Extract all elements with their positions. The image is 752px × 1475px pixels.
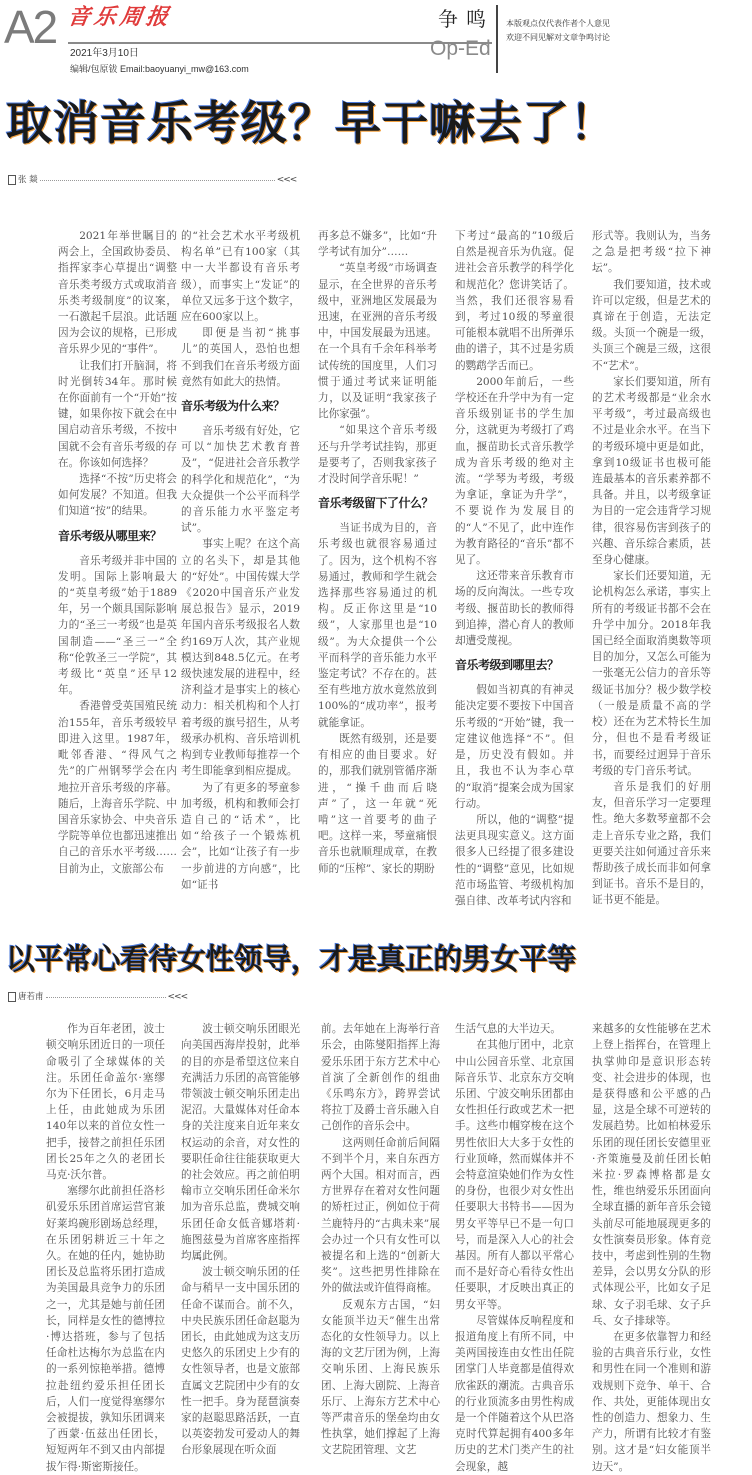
newspaper-logo: 音乐周报: [66, 4, 174, 30]
paragraph: 的“社会艺术水平考级机构名单”已有100家（其中一大半都设有音乐考级），而事实上“发证”的单位又远多于这个数字，应在600家以上。: [181, 230, 300, 324]
paragraph: 下考过“最高的”10级后自然是视音乐为仇寇。促进社会音乐教学的科学化和规范化？您讲笑话了。当然，我们还很容易看到，考过10级的琴童很可能根本就唱不出所弹乐曲的谱子，其不过是劣质的鹦鹉学舌而已。: [455, 230, 574, 372]
editor-contact: 编辑/包原钹 Email:baoyuanyi_mw@163.com: [70, 64, 249, 74]
paragraph: 再多总不嫌多”，比如“升学考试有加分”……: [318, 230, 437, 259]
article2-column-3: [321, 1021, 440, 1458]
article1-column-1: [58, 228, 177, 877]
paragraph: 反观东方古国，“妇女能顶半边天”催生出常态化的女性领导力。以上海的文艺厅团为例，上海交响乐团、上海民族乐团、上海大剧院、上海音乐厅、上海东方艺术中心等严肃音乐的堡垒均由女性执掌，她们撑起了上海文艺院团管理、文艺: [321, 1298, 440, 1457]
paragraph: 为了有更多的琴童参加考级，机构和教师会打造自己的“话术”，比如“给孩子一个锻炼机会”，比如“让孩子有一步一步前进的方向感”，比如“证书: [181, 781, 300, 891]
paragraph: 让我们打开脑洞，将时光倒转34年。那时候在你面前有一个“开始”按键，如果你按下就会在中国启动音乐考级，不按中国就不会有音乐考级的存在。你该如何选择？: [58, 359, 177, 469]
paragraph: 即便是当初“挑事儿”的英国人，恐怕也想不到我们在音乐考级方面竟然有如此大的热情。: [181, 327, 300, 388]
subheading: 音乐考级从哪里来？: [58, 528, 162, 543]
issue-date: 2021年3月10日: [70, 48, 139, 59]
paragraph: 既然有级别，还是要有相应的曲目要求。好的，那我们就别管循序渐进，“操千曲而后晓声”了，这一年就“死啃”这一首要考的曲子吧。这样一来，琴童痛恨音乐也就顺理成章，在教师的“压榨”、家长的期盼: [318, 732, 437, 875]
paragraph: 音乐是我们的好朋友，但音乐学习一定要理性。绝大多数琴童都不会走上音乐专业之路，我们更要关注如何通过音乐来帮助孩子成长而非如何拿到证书。音乐不是目的，证书更不能是。: [592, 780, 711, 907]
byline-arrows-icon: <<<: [276, 175, 297, 185]
byline-box-icon: [8, 175, 16, 185]
paragraph: 形式等。我则认为，当务之急是把考级“拉下神坛”。: [592, 230, 711, 275]
byline-dotted-rule: [46, 997, 166, 998]
paragraph: 波士顿交响乐团的任命与稍早一支中国乐团的任命不谋而合。前不久，中央民族乐团任命赵聪为团长，由此她成为这支历史悠久的乐团史上少有的女性领导者，也是文旅部直属文艺院团中少有的女性一把手。身为琵琶演奏家的赵聪思路活跃，一直以英姿勃发可爱动人的舞台形象展现在听众面: [181, 1266, 300, 1457]
paragraph: 生活气息的大半边天。: [455, 1023, 561, 1036]
masthead-divider: [496, 5, 498, 73]
article1-column-3: [318, 228, 437, 877]
article1-body: [0, 228, 752, 909]
articles-area: [0, 92, 752, 1475]
paragraph: 来越多的女性能够在艺术上登上指挥台，在管理上执掌帅印是意识形态转变、社会进步的体现，也是获得感和公平感的凸显，这是全球不可逆转的发展趋势。比如柏林爱乐乐团的现任团长安德里亚·齐策施曼及前任团长帕米拉·罗森博格都是女性，维也纳爱乐乐团面向全球直播的新年音乐会镜头前尽可能地展现更多的女性演奏员形象。体育竞技中，考虑到性别的生物差异，会以男女分队的形式体现公平，比如女子足球、女子羽毛球、女子乒乓、女子排球等。: [592, 1023, 711, 1327]
byline-arrows-icon: <<<: [167, 992, 188, 1003]
article1-column-5: [592, 228, 711, 909]
subheading: 音乐考级到哪里去？: [455, 658, 559, 673]
section-title-en: Op-Ed: [430, 37, 491, 60]
byline-dotted-rule: [40, 180, 275, 181]
section-title-cn: 争鸣: [438, 7, 494, 31]
paragraph: 我们要知道，技术或许可以定级，但是艺术的真谛在于创造，无法定级。头顶一个碗是一级，头顶三个碗是三级，这很不“艺术”。: [592, 278, 711, 372]
paragraph: “如果这个音乐考级还与升学考试挂钩，那更是要考了，否则我家孩子才没时间学音乐呢！”: [318, 424, 437, 486]
paragraph: 这还带来音乐教育市场的反向淘汰。一些专攻考级、揠苗助长的教师得到追捧，潜心育人的教师却遭受蔑视。: [455, 570, 574, 648]
paragraph: 家长们还要知道，无论机构怎么承诺，事实上所有的考级证书都不会在升学中加分。2018年我国已经全面取消奥数等项目的加分，又怎么可能为一张毫无公信力的音乐等级证书加分？极少数学校（一般是质量不高的学校）还在为艺术特长生加分，但也不是看考级证书，而要经过迥异于音乐考级的专门音乐考试。: [592, 570, 711, 777]
page-number: A2: [4, 1, 57, 53]
paragraph: 当证书成为目的，音乐考级也就很容易通过了。因为，这个机构不容易通过，教师和学生就会选择那些容易通过的机构。反正你这里是“10级”，人家那里也是“10级”。为大众提供一个公平而科学的音乐能力水平鉴定考试？不存在的。甚至有些地方放水竟然放到100%的“成功率”，报考就能拿证。: [318, 522, 437, 729]
article2-headline: 以平常心看待女性领导，才是真正的男女平等: [6, 942, 577, 977]
paragraph: 所以，他的“调整”提法更具现实意义。这方面很多人已经提了很多建设性的“调整”意见，比如规范市场监管、考级机构加强自律、改革考试内容和: [455, 813, 574, 907]
paragraph: 家长们要知道，所有的艺术考级都是“业余水平考级”，考过最高级也不过是业余水平。在当下的考级环境中更是如此，拿到10级证书也极可能连最基本的音乐素养都不具备。并且，以考级拿证为目的一定会违背学习规律，很容易伤害到孩子的兴趣、音乐综合素质，甚至身心健康。: [592, 375, 711, 567]
subheading: 音乐考级为什么来？: [181, 399, 285, 414]
paragraph: 波士顿交响乐团眼光向美国西海岸投射，此举的目的亦是希望这位来自充满活力乐团的高管能够带领波士顿交响乐团走出泥沼。大量媒体对任命本身的关注度来自近年来女权运动的余音，对女性的要职任命往往能获取更大的社会效应。再之前伯明翰市立交响乐团任命米尔加为音乐总监，费城交响乐团任命女低音娜塔莉·施图兹曼为首席客座指挥均属此例。: [181, 1023, 300, 1262]
article2-author: 唐若甫: [18, 992, 44, 1003]
paragraph: 尽管媒体反响程度和报道角度上有所不同，中美两国接连由女性出任院团掌门人毕竟都是值得欢欣雀跃的潮流。古典音乐的行业顶流多由男性构成是一个伴随着这个从巴洛克时代算起拥有400多年历史的艺术门类产生的社会现象，越: [455, 1314, 574, 1473]
paragraph: 作为百年老团，波士顿交响乐团近日的一项任命吸引了全球媒体的关注。乐团任命盖尔·塞缪尔为下任团长，6月走马上任，由此她成为乐团140年以来的首位女性一把手，接替之前担任乐团团长25年之久的老团长马克·沃尔普。: [46, 1023, 165, 1181]
paragraph: 在其他厅团中，北京中山公园音乐堂、北京国际音乐节、北京东方交响乐团、宁波交响乐团都由女性担任行政或艺术一把手。这些巾帼穿梭在这个男性依旧大大多于女性的行业顶峰，然而媒体并不会特意渲染她们作为女性的身份，也很少对女性出任要职大书特书——因为男女平等早已不是一句口号，而是深入人心的社会基因。所有人都以平常心而不是好奇心看待女性出任要职，才反映出真正的男女平等。: [455, 1039, 574, 1311]
paragraph: 假如当初真的有神灵能决定要不要按下中国音乐考级的“开始”键，我一定建议他选择“不”。但是，历史没有假如。并且，我也不认为李心草的“取消”提案会成为国家行动。: [455, 684, 574, 810]
article1-author: 张 燚: [18, 175, 38, 185]
paragraph: 事实上呢？在这个高立的名头下，却是其他的“好处”。中国传媒大学《2020中国音乐产业发展总报告》显示，2019年国内音乐考级报名人数约169万人次，其产业规模达到848.5亿元。在考级快速发展的进程中，经济利益才是事实上的核心动力：相关机构和个人打着考级的旗号招生，从考级承办机构、音乐培训机构到专业教师每推荐一个考生即能拿到相应提成。: [181, 538, 300, 778]
article1-column-4: [455, 228, 574, 909]
article2-column-4: [455, 1021, 574, 1475]
paragraph: 选择“不按”历史将会如何发展？不知道。但我们知道“按”的结果。: [58, 473, 177, 518]
paragraph: 香港曾受英国殖民统治155年，音乐考级较早即进入这里。1987年，毗邻香港、“得风气之先”的广州钢琴学会在内地拉开音乐考级的序幕。随后，上海音乐学院、中国音乐家协会、中央音乐学院等单位也都迅速推出自己的音乐水平考级……目前为止，文旅部公布: [58, 700, 177, 875]
article2-body: [0, 1021, 752, 1475]
byline-box-icon: [8, 992, 16, 1002]
article2-column-5: [592, 1021, 711, 1475]
paragraph: “英皇考级”市场调查显示，在全世界的音乐考级中，亚洲地区发展最为迅速，在亚洲的音乐考级中，中国发展最为迅速。在一个具有千余年科举考试传统的国度里，人们习惯于通过考试来证明能力，以及证明“我家孩子比你家强”。: [318, 262, 437, 421]
masthead-rule: [68, 42, 492, 44]
article2-column-1: [46, 1021, 165, 1475]
paragraph: 这两则任命前后间隔不到半个月，来自东西方两个大国。相对而言，西方世界存在着对女性问题的矫枉过正，例如位于荷兰鹿特丹的“古典未来”展会办过一个只有女性可以被提名和上选的“创新大奖”。这些把男性排除在外的做法或许值得商榷。: [321, 1136, 440, 1295]
paragraph: 前。去年她在上海举行音乐会，由陈燮阳指挥上海爱乐乐团于东方艺术中心首演了全新创作的组曲《乐鸣东方》，跨界尝试将拉丁及爵士音乐融入自己创作的音乐会中。: [321, 1023, 440, 1133]
article1-byline: [8, 174, 752, 186]
paragraph: 在更多依靠智力和经验的古典音乐行业，女性和男性在同一个准则和游戏规则下竞争、单干、合作、共处，更能体现出女性的创造力、想象力、生产力，所谓有比较才有鉴别。这才是“妇女能顶半边天”。: [592, 1330, 711, 1473]
subheading: 音乐考级留下了什么？: [318, 496, 434, 511]
paragraph: 音乐考级并非中国的发明。国际上影响最大的“英皇考级”始于1889年，另一个颇具国际影响力的“圣三一考级”也是英国制造——“圣三一”全称“伦敦圣三一学院”，其考级比“英皇”还早12年。: [58, 554, 177, 697]
article1-headline: 取消音乐考级？早干嘛去了！: [6, 96, 617, 150]
paragraph: 塞缪尔此前担任洛杉矶爱乐乐团首席运营官兼好莱坞碗形剧场总经理，在乐团躬耕近三十年之久。在她的任内，她协助团长及总监将乐团打造成为美国最具竞争力的乐团之一，尤其是她与前任团长，同样是女性的德博拉·博达搭班，参与了包括任命杜达梅尔为总监在内的一系列惊艳举措。德博拉赴纽约爱乐担任团长后，人们一度觉得塞缪尔会被提拔，孰知乐团调来了西蒙·伍兹出任团长，短短两年不到又由内部提拔乍得·斯密斯接任。: [46, 1185, 165, 1473]
paragraph: 2021年举世瞩目的两会上，全国政协委员、指挥家李心草提出“调整音乐类考级方式或取消音乐类考级制度”的议案，一石激起千层浪。此话题因为会议的规格，已形成音乐界少见的“事件”。: [58, 230, 177, 356]
paragraph: 音乐考级有好处，它可以“加快艺术教育普及”，“促进社会音乐教学的科学化和规范化”，“为大众提供一个公平而科学的音乐能力水平鉴定考试”。: [181, 425, 300, 535]
article2-byline: [8, 991, 752, 1003]
disclaimer-line-1: 本版观点仅代表作者个人意见: [506, 19, 610, 28]
article1-column-2: [181, 228, 300, 893]
paragraph: 2000年前后，一些学校还在升学中为有一定音乐级别证书的学生加分，这就更为考级打了鸡血，揠苗助长式音乐教学成为音乐考级的绝对主流。“学琴为考级，考级为拿证，拿证为升学”，不要说作为发展目的的“人”不见了，此中连作为教育路径的“音乐”都不见了。: [455, 375, 574, 567]
disclaimer-line-2: 欢迎不同见解对文章争鸣讨论: [506, 33, 610, 42]
article2-column-2: [181, 1021, 300, 1458]
